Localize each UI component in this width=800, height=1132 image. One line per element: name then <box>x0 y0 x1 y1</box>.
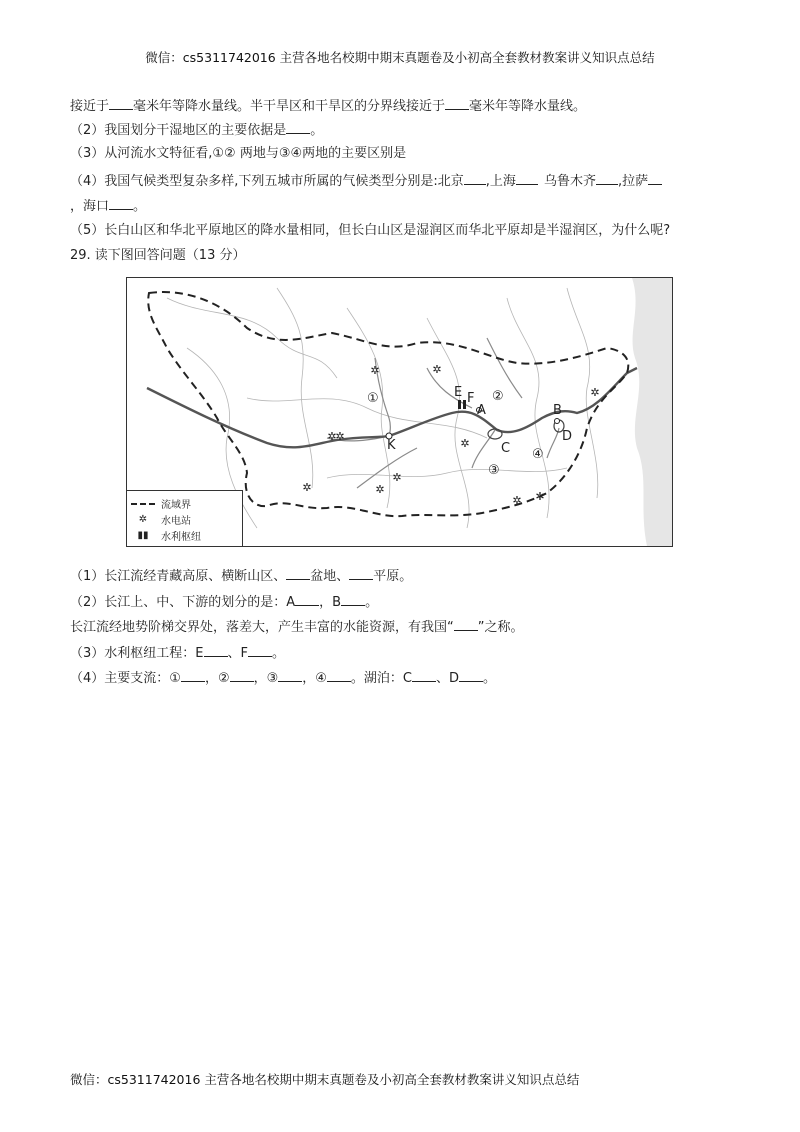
legend-boundary <box>131 496 191 511</box>
text-seg: 。 <box>271 646 285 661</box>
tributary-label-1: ① <box>367 391 379 406</box>
tributaries <box>327 338 559 488</box>
answer-blank[interactable] <box>109 196 133 210</box>
text-seg: 。 <box>310 123 324 138</box>
answer-blank[interactable] <box>204 643 228 657</box>
page-footer: 微信：cs5311742016 主营各地名校期中期末真题卷及小初高全套教材教案讲义知识点总结 <box>70 1072 580 1087</box>
answer-blank[interactable] <box>459 668 483 682</box>
answer-blank[interactable] <box>445 96 469 110</box>
answer-blank[interactable] <box>648 171 662 185</box>
text-seg: ，海口 <box>70 199 110 214</box>
q28-part4 <box>70 171 740 191</box>
answer-blank[interactable] <box>295 592 319 606</box>
answer-blank[interactable] <box>109 96 133 110</box>
answer-blank[interactable] <box>454 617 478 631</box>
text-seg: ,上海 <box>485 174 516 189</box>
text-seg: 。湖泊：C <box>350 671 412 686</box>
text-seg: 。 <box>483 671 497 686</box>
text-seg: （3）水利枢纽工程：E <box>70 646 204 661</box>
hydro-station-icon: ✲ <box>302 481 312 494</box>
tributary-label-4: ④ <box>532 447 544 462</box>
tributary-label-3: ③ <box>488 463 500 478</box>
legend-label: 水电站 <box>161 516 191 527</box>
q28-continuation-line <box>70 96 740 116</box>
hydro-station-icon: ✲ <box>432 363 442 376</box>
answer-blank[interactable] <box>349 566 373 580</box>
text-seg: 长江流经地势阶梯交界处，落差大，产生丰富的水能资源，有我国“ <box>70 620 454 635</box>
q28-part5: （5）长白山区和华北平原地区的降水量相同，但长白山区是湿润区而华北平原却是半湿润区，为什么呢? <box>70 223 671 238</box>
text-seg: （2）我国划分干湿地区的主要依据是 <box>70 123 287 138</box>
yangtze-basin-map <box>126 277 673 547</box>
q29-title: 29. 读下图回答问题（13 分） <box>70 248 246 263</box>
hub-f-icon <box>463 400 466 409</box>
q28-part2 <box>70 120 740 140</box>
page-header: 微信：cs5311742016 主营各地名校期中期末真题卷及小初高全套教材教案讲义知识点总结 <box>145 50 655 65</box>
hydro-station-icon: ✲ <box>392 471 402 484</box>
q29-part3 <box>70 643 740 663</box>
text-seg: （1）长江流经青藏高原、横断山区、 <box>70 569 287 584</box>
text-seg: 毫米年等降水量线。半干旱区和干旱区的分界线接近于 <box>133 99 446 114</box>
q28-part3: （3）从河流水文特征看,①② 两地与③④两地的主要区别是 <box>70 146 407 161</box>
text-seg: ，④ <box>302 671 327 686</box>
map-label-d: D <box>562 429 573 444</box>
text-seg: ,拉萨 <box>617 174 649 189</box>
answer-blank[interactable] <box>230 668 254 682</box>
map-label-c: C <box>501 441 511 456</box>
map-label-e: E <box>454 385 463 400</box>
q29-part2-note <box>70 617 740 637</box>
map-label-a: A <box>477 403 486 418</box>
map-label-f: F <box>467 391 475 406</box>
map-label-k: K <box>387 438 396 453</box>
legend-label: 流域界 <box>161 500 191 511</box>
hydro-station-icon: ✲ <box>327 430 337 443</box>
answer-blank[interactable] <box>516 171 538 185</box>
text-seg: 。 <box>365 595 379 610</box>
text-seg: 平原。 <box>373 569 413 584</box>
legend-label: 水利枢纽 <box>161 532 201 543</box>
answer-blank[interactable] <box>341 592 365 606</box>
hydro-station-icon: ✲ <box>375 483 385 496</box>
q29-part2 <box>70 592 740 612</box>
point-b <box>555 419 560 424</box>
hydro-station-icon: ✲ <box>335 430 345 443</box>
answer-blank[interactable] <box>278 668 302 682</box>
text-seg: 、F <box>227 646 248 661</box>
text-seg: ”之称。 <box>477 620 524 635</box>
hydro-station-icon: ✲ <box>138 513 148 525</box>
text-seg: （2）长江上、中、下游的划分的是：A <box>70 595 296 610</box>
legend-hydro <box>131 512 191 527</box>
text-seg: ，② <box>204 671 230 686</box>
sea-area <box>632 278 672 546</box>
answer-blank[interactable] <box>412 668 436 682</box>
hydro-station-icon: ✲ <box>370 364 380 377</box>
legend-hub <box>131 528 201 543</box>
hydro-station-icon: ✲ <box>460 437 470 450</box>
map-legend <box>127 490 243 546</box>
dashed-line-icon <box>131 503 155 505</box>
answer-blank[interactable] <box>327 668 351 682</box>
text-seg: （4）我国气候类型复杂多样,下列五城市所属的气候类型分别是:北京 <box>70 174 464 189</box>
map-label-b: B <box>553 403 562 418</box>
q29-part1 <box>70 566 740 586</box>
hydro-station-icon: ✲ <box>535 490 545 503</box>
answer-blank[interactable] <box>248 643 272 657</box>
answer-blank[interactable] <box>286 120 310 134</box>
text-seg: 。 <box>133 199 147 214</box>
q28-part4-cont <box>70 196 740 216</box>
answer-blank[interactable] <box>286 566 310 580</box>
text-seg: 盆地、 <box>310 569 350 584</box>
answer-blank[interactable] <box>596 171 618 185</box>
answer-blank[interactable] <box>464 171 486 185</box>
q29-part4 <box>70 668 740 688</box>
tributary-label-2: ② <box>492 389 504 404</box>
text-seg: ，B <box>319 595 342 610</box>
water-hub-icon: ▮▮ <box>137 529 149 541</box>
answer-blank[interactable] <box>181 668 205 682</box>
hydro-station-icon: ✲ <box>512 494 522 507</box>
text-seg: 乌鲁木齐 <box>543 174 596 189</box>
hydro-station-icon: ✲ <box>590 386 600 399</box>
hub-e-icon <box>458 400 461 409</box>
text-seg: 、D <box>435 671 459 686</box>
text-seg: 毫米年等降水量线。 <box>469 99 587 114</box>
text-seg: ，③ <box>253 671 279 686</box>
text-seg: （4）主要支流：① <box>70 671 181 686</box>
text-seg: 接近于 <box>70 99 110 114</box>
